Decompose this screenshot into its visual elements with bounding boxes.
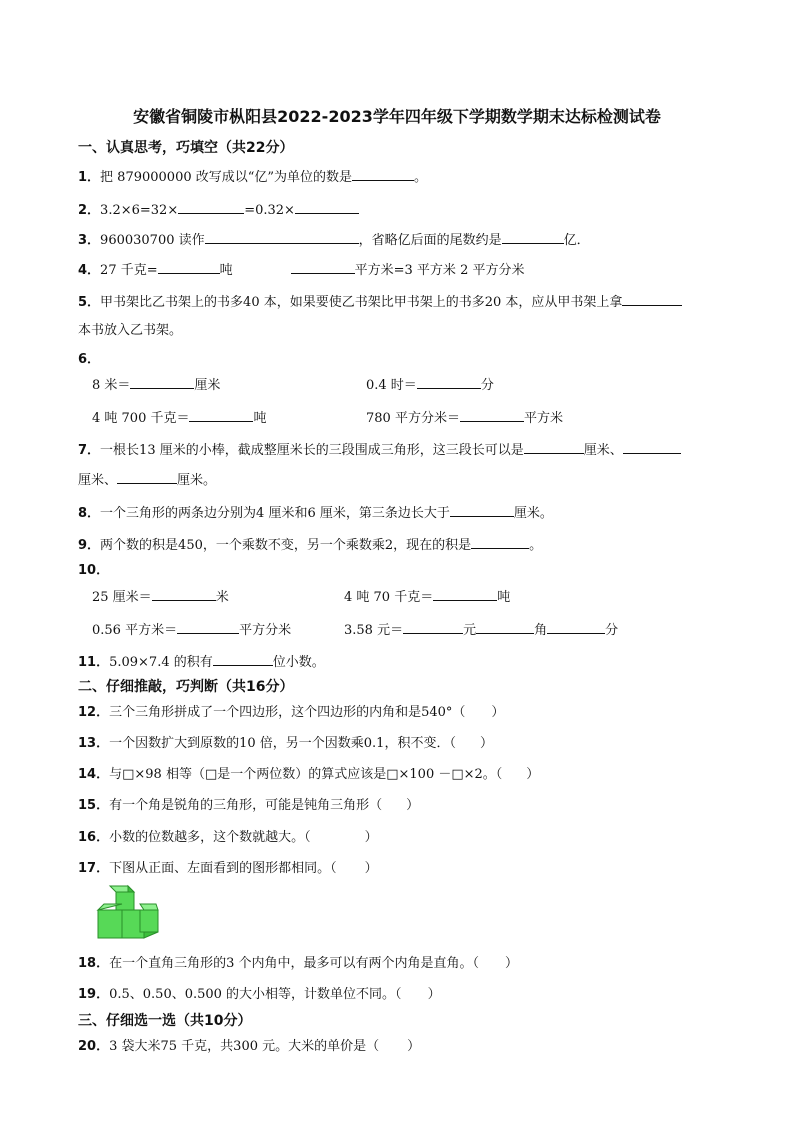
answer-blank[interactable]	[205, 230, 359, 244]
question-6-row1: 8 米＝ 厘米 0.4 时＝ 分	[92, 375, 494, 395]
question-17: 17．下图从正面、左面看到的图形都相同。（ ）	[78, 861, 378, 876]
question-11: 11．5.09×7.4 的积有 位小数。	[78, 652, 325, 672]
answer-blank[interactable]	[622, 292, 682, 306]
answer-blank[interactable]	[471, 535, 529, 549]
section-3-heading: 三、仔细选一选（共10分）	[78, 1013, 252, 1029]
answer-blank[interactable]	[623, 440, 681, 454]
question-4: 4．27 千克= 吨 平方米=3 平方米 2 平方分米	[78, 260, 524, 280]
question-6-row2: 4 吨 700 千克＝ 吨 780 平方分米＝ 平方米	[92, 408, 563, 428]
question-8: 8．一个三角形的两条边分别为4 厘米和6 厘米，第三条边长大于 厘米。	[78, 503, 553, 523]
answer-blank[interactable]	[295, 200, 359, 214]
exam-title: 安徽省铜陵市枞阳县2022-2023学年四年级下学期数学期末达标检测试卷	[133, 107, 661, 126]
question-18: 18．在一个直角三角形的3 个内角中，最多可以有两个内角是直角。（ ）	[78, 956, 519, 971]
question-14: 14．与□×98 相等（□是一个两位数）的算式应该是□×100 －□×2。（ ）	[78, 767, 540, 782]
question-1: 1．把 879000000 改写成以“亿”为单位的数是 。	[78, 167, 427, 187]
answer-blank[interactable]	[403, 620, 463, 634]
question-19: 19．0.5、0.50、0.500 的大小相等，计数单位不同。（ ）	[78, 987, 441, 1002]
answer-blank[interactable]	[130, 375, 194, 389]
question-10-row1: 25 厘米＝ 米 4 吨 70 千克＝ 吨	[92, 587, 510, 607]
answer-blank[interactable]	[177, 620, 239, 634]
section-2-heading: 二、仔细推敲，巧判断（共16分）	[78, 679, 294, 695]
answer-blank[interactable]	[476, 620, 534, 634]
answer-blank[interactable]	[158, 260, 220, 274]
answer-blank[interactable]	[547, 620, 605, 634]
answer-blank[interactable]	[178, 200, 244, 214]
answer-blank[interactable]	[433, 587, 497, 601]
answer-blank[interactable]	[502, 230, 564, 244]
answer-blank[interactable]	[213, 652, 273, 666]
answer-blank[interactable]	[460, 408, 524, 422]
question-12: 12．三个三角形拼成了一个四边形，这个四边形的内角和是540°（ ）	[78, 705, 505, 720]
question-2: 2．3.2×6=32× =0.32×	[78, 200, 359, 220]
question-6-number: 6．	[78, 352, 101, 367]
answer-blank[interactable]	[450, 503, 514, 517]
question-9: 9．两个数的积是450，一个乘数不变，另一个乘数乘2，现在的积是 。	[78, 535, 542, 555]
answer-blank[interactable]	[117, 470, 177, 484]
question-15: 15．有一个角是锐角的三角形，可能是钝角三角形（ ）	[78, 798, 420, 813]
answer-blank[interactable]	[291, 260, 355, 274]
question-3: 3．960030700 读作 ，省略亿后面的尾数约是 亿．	[78, 230, 590, 250]
question-16: 16．小数的位数越多，这个数就越大。（ ）	[78, 830, 378, 845]
question-7: 7．一根长13 厘米的小棒，截成整厘米长的三段围成三角形，这三段长可以是 厘米、	[78, 440, 681, 460]
answer-blank[interactable]	[152, 587, 216, 601]
question-7-cont: 厘米、 厘米。	[78, 470, 216, 490]
answer-blank[interactable]	[189, 408, 253, 422]
question-5-cont: 本书放入乙书架。	[78, 323, 183, 338]
question-10-number: 10．	[78, 563, 110, 578]
question-13: 13．一个因数扩大到原数的10 倍，另一个因数乘0.1，积不变．（ ）	[78, 736, 493, 751]
question-10-row2: 0.56 平方米＝ 平方分米 3.58 元＝ 元 角 分	[92, 620, 618, 640]
answer-blank[interactable]	[417, 375, 481, 389]
question-20: 20．3 袋大米75 千克，共300 元。大米的单价是（ ）	[78, 1039, 421, 1054]
question-5: 5．甲书架比乙书架上的书多40 本，如果要使乙书架比甲书架上的书多20 本，应从甲书架上拿	[78, 292, 682, 312]
cube-stack-figure	[96, 884, 160, 942]
section-1-heading: 一、认真思考，巧填空（共22分）	[78, 140, 294, 156]
answer-blank[interactable]	[524, 440, 584, 454]
answer-blank[interactable]	[352, 167, 414, 181]
